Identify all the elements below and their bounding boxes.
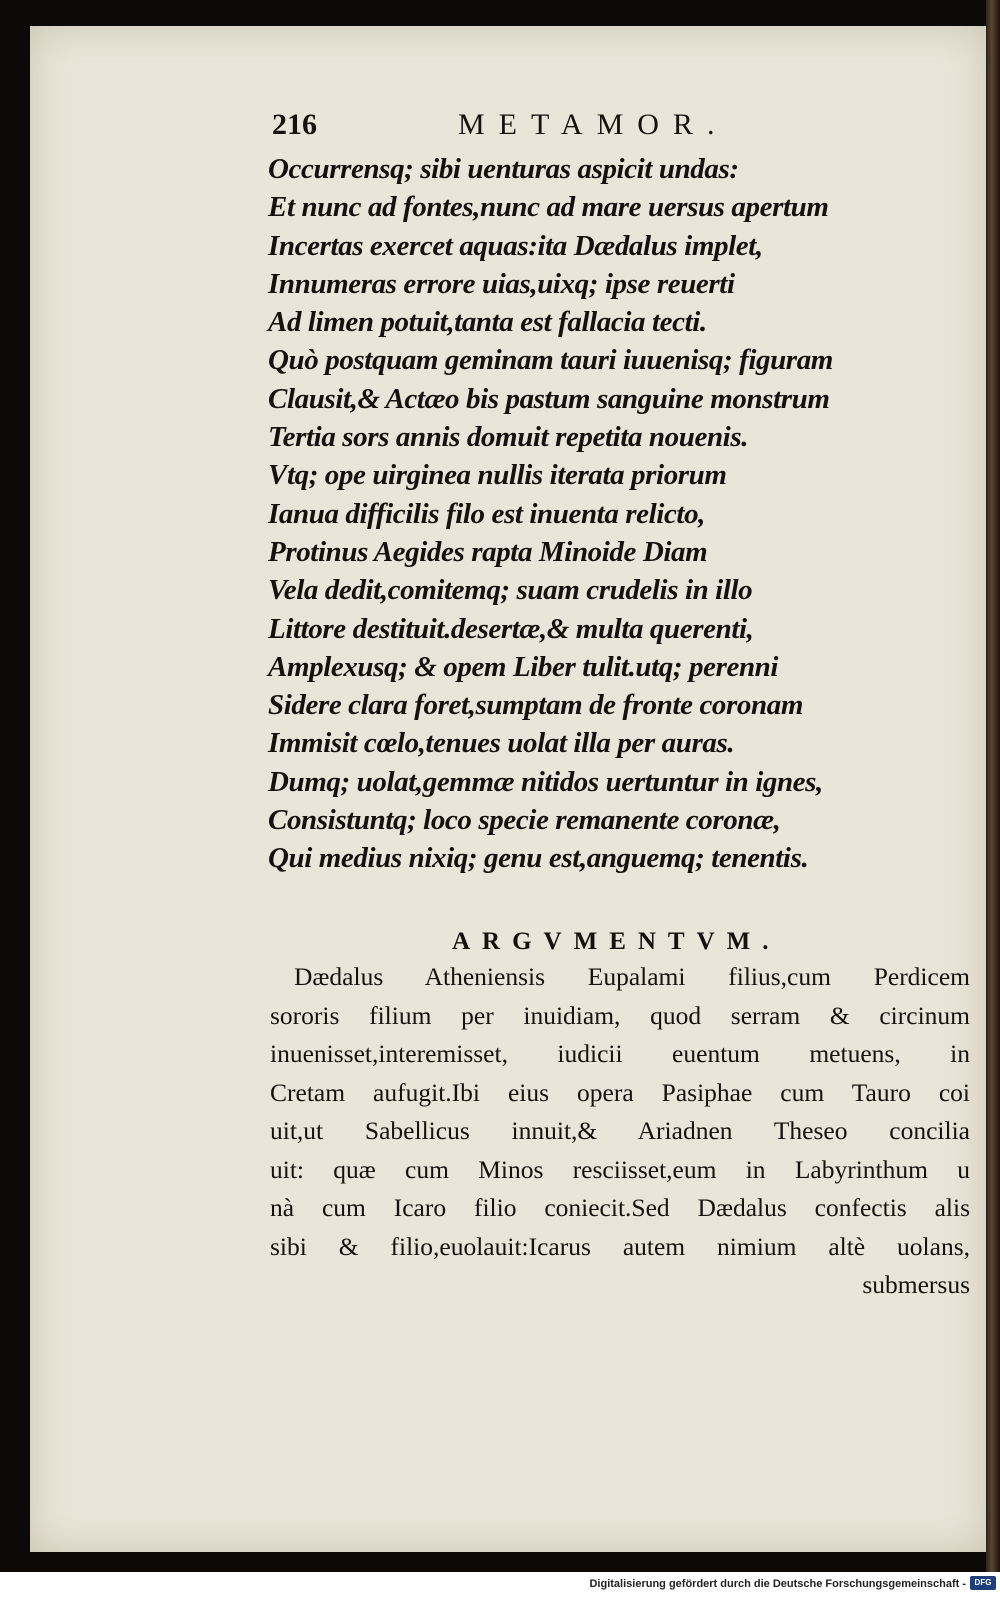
argument-heading: ARGVMENTVM. <box>452 928 781 955</box>
book-spine-edge <box>986 0 1000 1572</box>
poem-line: Occurrensq; sibi uenturas aspicit undas: <box>268 153 739 185</box>
poem-line: Innumeras errore uias,uixq; ipse reuerti <box>268 267 735 300</box>
argument-line: uit: quæ cum Minos resciisset,eum in Labyrinthum u <box>270 1154 970 1184</box>
argument-line: nà cum Icaro filio coniecit.Sed Dædalus confectis alis <box>270 1193 970 1222</box>
argument-line: sororis filium per inuidiam, quod serram & circinum <box>270 1000 970 1030</box>
poem-line: Dumq; uolat,gemmæ nitidos uertuntur in ignes, <box>268 765 823 798</box>
poem-line: Incertas exercet aquas:ita Dædalus implet, <box>268 229 763 262</box>
poem-line: Clausit,& Actæo bis pastum sanguine monstrum <box>268 382 830 415</box>
poem-line: Consistuntq; loco specie remanente coronæ, <box>268 804 781 837</box>
argument-line: sibi & filio,euolauit:Icarus autem nimium altè uolans, <box>270 1231 970 1261</box>
poem-line: Immisit cœlo,tenues uolat illa per auras. <box>268 727 735 760</box>
poem-text <box>268 150 908 878</box>
argument-line: Dædalus Atheniensis Eupalami filius,cum Perdicem <box>294 962 970 991</box>
page-header <box>272 108 772 148</box>
argument-line: inuenisset,interemisset, iudicii euentum metuens, in <box>270 1039 970 1068</box>
argument-text <box>270 958 970 1305</box>
running-head: METAMOR. <box>458 108 729 141</box>
digitization-footer <box>0 1572 1000 1600</box>
poem-line: Amplexusq; & opem Liber tulit.utq; perenni <box>268 650 779 683</box>
poem-line: Ianua difficilis filo est inuenta relicto, <box>268 497 706 530</box>
poem-line: Sidere clara foret,sumptam de fronte coronam <box>268 689 804 722</box>
argument-line: uit,ut Sabellicus innuit,& Ariadnen Theseo concilia <box>270 1116 970 1145</box>
poem-line: Ad limen potuit,tanta est fallacia tecti. <box>268 306 707 339</box>
dfg-logo <box>970 1576 996 1590</box>
poem-line: Vela dedit,comitemq; suam crudelis in illo <box>268 574 753 607</box>
dfg-logo-text: DFG <box>974 1578 992 1587</box>
poem-line: Vtq; ope uirginea nullis iterata priorum <box>268 459 727 492</box>
poem-line: Quò postquam geminam tauri iuuenisq; figuram <box>268 344 833 377</box>
poem-line: Protinus Aegides rapta Minoide Diam <box>268 535 708 568</box>
poem-line: Qui medius nixiq; genu est,anguemq; tenentis. <box>268 842 809 875</box>
poem-line: Tertia sors annis domuit repetita nouenis. <box>268 421 749 454</box>
page-number: 216 <box>272 108 317 141</box>
funding-credit: Digitalisierung gefördert durch die Deutsche Forschungsgemeinschaft - <box>589 1578 966 1590</box>
argument-line: Cretam aufugit.Ibi eius opera Pasiphae cum Tauro coi <box>270 1077 970 1107</box>
poem-line: Et nunc ad fontes,nunc ad mare uersus apertum <box>268 191 829 224</box>
poem-line: Littore destituit.desertæ,& multa querenti, <box>268 612 754 645</box>
catchword: submersus <box>862 1270 970 1299</box>
